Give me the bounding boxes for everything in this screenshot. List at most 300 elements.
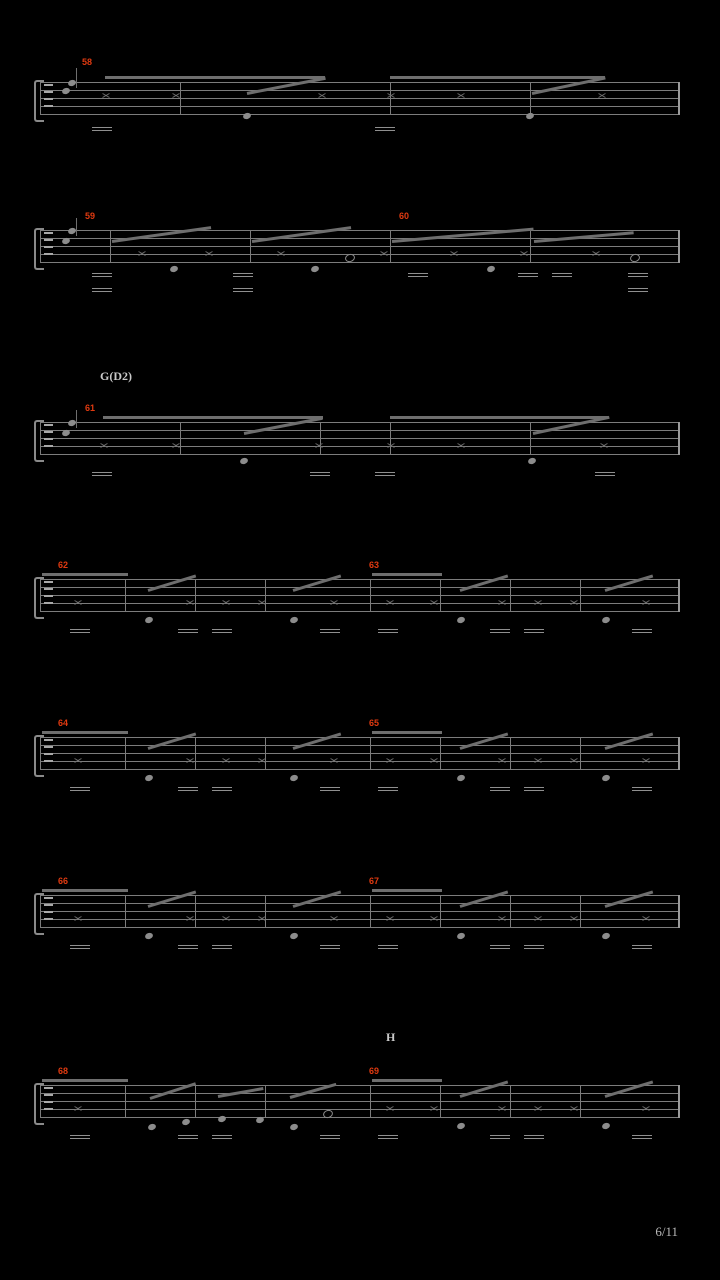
fret-dash bbox=[490, 1138, 510, 1139]
page-number: 6/11 bbox=[655, 1224, 678, 1239]
ghost-note bbox=[642, 599, 649, 606]
clef-marker bbox=[44, 739, 53, 767]
fret-dash bbox=[378, 945, 398, 946]
grace-stem bbox=[76, 68, 77, 88]
notehead bbox=[255, 1116, 264, 1124]
ghost-note bbox=[315, 442, 322, 449]
notehead bbox=[527, 457, 536, 465]
barline bbox=[678, 230, 680, 263]
fret-dash bbox=[178, 948, 198, 949]
ghost-note bbox=[570, 1105, 577, 1112]
ghost-note bbox=[258, 599, 265, 606]
fret-dash bbox=[490, 632, 510, 633]
fret-dash bbox=[178, 790, 198, 791]
staff-line bbox=[40, 262, 680, 263]
barline bbox=[678, 579, 680, 612]
staff-line bbox=[40, 745, 680, 746]
barline bbox=[195, 895, 196, 928]
staff bbox=[40, 895, 680, 927]
fret-dash bbox=[233, 288, 253, 289]
ghost-note bbox=[100, 442, 107, 449]
barline bbox=[195, 1085, 196, 1118]
fret-dash bbox=[92, 273, 112, 274]
barline bbox=[110, 230, 111, 263]
clef-marker bbox=[44, 84, 53, 112]
staff-line bbox=[40, 430, 680, 431]
barline bbox=[265, 895, 266, 928]
staff-line bbox=[40, 611, 680, 612]
ghost-note bbox=[592, 250, 599, 257]
ghost-note bbox=[330, 757, 337, 764]
barline bbox=[40, 579, 41, 612]
staff-line bbox=[40, 761, 680, 762]
barline bbox=[265, 737, 266, 770]
barline bbox=[125, 1085, 126, 1118]
ghost-note bbox=[74, 757, 81, 764]
ghost-note bbox=[534, 757, 541, 764]
notehead bbox=[525, 112, 534, 120]
fret-dash bbox=[378, 790, 398, 791]
ghost-note bbox=[186, 757, 193, 764]
barline bbox=[40, 737, 41, 770]
ghost-note bbox=[330, 915, 337, 922]
notehead bbox=[289, 1123, 298, 1131]
barline bbox=[580, 737, 581, 770]
notehead bbox=[217, 1115, 226, 1123]
barline bbox=[510, 895, 511, 928]
ghost-note bbox=[642, 915, 649, 922]
fret-dash bbox=[524, 632, 544, 633]
fret-dash bbox=[70, 632, 90, 633]
ghost-note bbox=[430, 757, 437, 764]
fret-dash bbox=[518, 276, 538, 277]
beam bbox=[42, 731, 128, 734]
grace-stem bbox=[76, 410, 77, 428]
fret-dash bbox=[524, 790, 544, 791]
ghost-note bbox=[74, 915, 81, 922]
staff-line bbox=[40, 595, 680, 596]
beam bbox=[372, 1079, 442, 1082]
fret-dash bbox=[310, 475, 330, 476]
fret-dash bbox=[212, 629, 232, 630]
fret-dash bbox=[632, 1138, 652, 1139]
ghost-note bbox=[318, 92, 325, 99]
notehead bbox=[601, 774, 610, 782]
staff-line bbox=[40, 438, 680, 439]
barline bbox=[440, 737, 441, 770]
section-label: H bbox=[386, 1030, 396, 1044]
staff bbox=[40, 82, 680, 114]
barline bbox=[180, 82, 181, 115]
staff-line bbox=[40, 114, 680, 115]
barline bbox=[40, 1085, 41, 1118]
fret-dash bbox=[378, 1135, 398, 1136]
fret-dash bbox=[632, 1135, 652, 1136]
fret-dash bbox=[628, 288, 648, 289]
barline bbox=[40, 230, 41, 263]
barline bbox=[370, 1085, 371, 1118]
staff-line bbox=[40, 1117, 680, 1118]
staff-line bbox=[40, 106, 680, 107]
fret-dash bbox=[310, 472, 330, 473]
barline bbox=[370, 737, 371, 770]
barline bbox=[510, 1085, 511, 1118]
staff-line bbox=[40, 737, 680, 738]
barline bbox=[320, 422, 321, 455]
fret-dash bbox=[524, 948, 544, 949]
staff-line bbox=[40, 98, 680, 99]
notehead bbox=[310, 265, 319, 273]
ghost-note bbox=[330, 599, 337, 606]
notehead bbox=[181, 1118, 190, 1126]
fret-dash bbox=[92, 291, 112, 292]
fret-dash bbox=[518, 273, 538, 274]
notehead bbox=[456, 932, 465, 940]
ghost-note bbox=[386, 757, 393, 764]
staff-line bbox=[40, 1101, 680, 1102]
notehead bbox=[147, 1123, 156, 1131]
fret-dash bbox=[490, 945, 510, 946]
staff-line bbox=[40, 1085, 680, 1086]
ghost-note bbox=[386, 1105, 393, 1112]
fret-dash bbox=[490, 1135, 510, 1136]
fret-dash bbox=[595, 472, 615, 473]
ghost-note bbox=[186, 599, 193, 606]
barline bbox=[440, 1085, 441, 1118]
barline bbox=[510, 579, 511, 612]
fret-dash bbox=[628, 273, 648, 274]
ghost-note bbox=[600, 442, 607, 449]
ghost-note bbox=[258, 757, 265, 764]
staff-line bbox=[40, 246, 680, 247]
ghost-note bbox=[387, 442, 394, 449]
ghost-note bbox=[598, 92, 605, 99]
barline bbox=[580, 895, 581, 928]
staff-line bbox=[40, 587, 680, 588]
ghost-note bbox=[570, 757, 577, 764]
measure-number: 62 bbox=[58, 560, 69, 570]
fret-dash bbox=[378, 629, 398, 630]
fret-dash bbox=[212, 787, 232, 788]
beam bbox=[42, 1079, 128, 1082]
measure-number: 67 bbox=[369, 876, 380, 886]
staff-line bbox=[40, 603, 680, 604]
barline bbox=[530, 422, 531, 455]
notehead bbox=[144, 932, 153, 940]
fret-dash bbox=[70, 787, 90, 788]
fret-dash bbox=[212, 632, 232, 633]
ghost-note bbox=[520, 250, 527, 257]
staff-line bbox=[40, 230, 680, 231]
ghost-note bbox=[277, 250, 284, 257]
barline bbox=[40, 895, 41, 928]
fret-dash bbox=[178, 1135, 198, 1136]
ghost-note bbox=[498, 599, 505, 606]
notehead bbox=[242, 112, 251, 120]
ghost-note bbox=[172, 442, 179, 449]
barline bbox=[678, 895, 680, 928]
barline bbox=[440, 579, 441, 612]
ghost-note bbox=[642, 757, 649, 764]
staff bbox=[40, 1085, 680, 1117]
measure-number: 68 bbox=[58, 1066, 69, 1076]
barline bbox=[580, 579, 581, 612]
ghost-note bbox=[205, 250, 212, 257]
notehead bbox=[169, 265, 178, 273]
ghost-note bbox=[74, 599, 81, 606]
fret-dash bbox=[632, 787, 652, 788]
barline bbox=[370, 579, 371, 612]
notehead bbox=[601, 932, 610, 940]
fret-dash bbox=[628, 276, 648, 277]
measure-number: 66 bbox=[58, 876, 69, 886]
fret-dash bbox=[178, 1138, 198, 1139]
ghost-note bbox=[102, 92, 109, 99]
notehead bbox=[144, 774, 153, 782]
barline bbox=[530, 230, 531, 263]
chord-label: G(D2) bbox=[100, 369, 132, 383]
fret-dash bbox=[320, 1138, 340, 1139]
barline bbox=[510, 737, 511, 770]
fret-dash bbox=[92, 472, 112, 473]
notehead bbox=[289, 932, 298, 940]
staff bbox=[40, 422, 680, 454]
measure-number: 63 bbox=[369, 560, 380, 570]
barline bbox=[265, 1085, 266, 1118]
ghost-note bbox=[498, 757, 505, 764]
ghost-note bbox=[430, 1105, 437, 1112]
fret-dash bbox=[70, 1135, 90, 1136]
ghost-note bbox=[138, 250, 145, 257]
fret-dash bbox=[70, 629, 90, 630]
fret-dash bbox=[375, 127, 395, 128]
barline bbox=[440, 895, 441, 928]
fret-dash bbox=[552, 276, 572, 277]
barline bbox=[678, 737, 680, 770]
fret-dash bbox=[212, 1138, 232, 1139]
clef-marker bbox=[44, 232, 53, 260]
fret-dash bbox=[408, 273, 428, 274]
barline bbox=[678, 422, 680, 455]
fret-dash bbox=[92, 130, 112, 131]
staff-line bbox=[40, 903, 680, 904]
barline bbox=[370, 895, 371, 928]
fret-dash bbox=[212, 1135, 232, 1136]
fret-dash bbox=[378, 948, 398, 949]
beam bbox=[372, 731, 442, 734]
barline bbox=[580, 1085, 581, 1118]
fret-dash bbox=[524, 629, 544, 630]
fret-dash bbox=[632, 629, 652, 630]
staff-line bbox=[40, 579, 680, 580]
fret-dash bbox=[378, 632, 398, 633]
beam bbox=[105, 76, 325, 79]
notehead bbox=[239, 457, 248, 465]
notehead bbox=[456, 1122, 465, 1130]
fret-dash bbox=[178, 632, 198, 633]
fret-dash bbox=[92, 475, 112, 476]
notehead bbox=[289, 616, 298, 624]
clef-marker bbox=[44, 424, 53, 452]
ghost-note bbox=[222, 599, 229, 606]
fret-dash bbox=[320, 629, 340, 630]
barline bbox=[40, 82, 41, 115]
beam bbox=[103, 416, 323, 419]
staff-line bbox=[40, 895, 680, 896]
fret-dash bbox=[490, 629, 510, 630]
fret-dash bbox=[320, 632, 340, 633]
ghost-note bbox=[172, 92, 179, 99]
fret-dash bbox=[70, 1138, 90, 1139]
barline bbox=[125, 737, 126, 770]
fret-dash bbox=[212, 790, 232, 791]
fret-dash bbox=[375, 475, 395, 476]
fret-dash bbox=[375, 130, 395, 131]
grace-stem bbox=[76, 218, 77, 236]
fret-dash bbox=[524, 1138, 544, 1139]
barline bbox=[390, 422, 391, 455]
ghost-note bbox=[386, 915, 393, 922]
fret-dash bbox=[524, 787, 544, 788]
ghost-note bbox=[534, 915, 541, 922]
barline bbox=[180, 422, 181, 455]
fret-dash bbox=[320, 1135, 340, 1136]
measure-number: 58 bbox=[82, 57, 93, 67]
barline bbox=[390, 230, 391, 263]
staff-line bbox=[40, 454, 680, 455]
clef-marker bbox=[44, 897, 53, 925]
clef-marker bbox=[44, 581, 53, 609]
notehead bbox=[601, 1122, 610, 1130]
staff-line bbox=[40, 1093, 680, 1094]
ghost-note bbox=[534, 599, 541, 606]
fret-dash bbox=[212, 948, 232, 949]
fret-dash bbox=[178, 945, 198, 946]
barline bbox=[195, 737, 196, 770]
measure-number: 69 bbox=[369, 1066, 380, 1076]
barline bbox=[125, 579, 126, 612]
barline bbox=[265, 579, 266, 612]
fret-dash bbox=[320, 945, 340, 946]
barline bbox=[530, 82, 531, 115]
fret-dash bbox=[378, 787, 398, 788]
ghost-note bbox=[430, 599, 437, 606]
fret-dash bbox=[178, 787, 198, 788]
beam bbox=[390, 76, 605, 79]
fret-dash bbox=[92, 288, 112, 289]
fret-dash bbox=[632, 945, 652, 946]
measure-number: 60 bbox=[399, 211, 410, 221]
staff bbox=[40, 579, 680, 611]
barline bbox=[40, 422, 41, 455]
ghost-note bbox=[430, 915, 437, 922]
beam bbox=[42, 889, 128, 892]
ghost-note bbox=[222, 757, 229, 764]
barline bbox=[125, 895, 126, 928]
ghost-note bbox=[380, 250, 387, 257]
staff-line bbox=[40, 753, 680, 754]
staff-line bbox=[40, 769, 680, 770]
ghost-note bbox=[186, 915, 193, 922]
staff-line bbox=[40, 446, 680, 447]
ghost-note bbox=[642, 1105, 649, 1112]
fret-dash bbox=[92, 127, 112, 128]
fret-dash bbox=[552, 273, 572, 274]
ghost-note bbox=[534, 1105, 541, 1112]
fret-dash bbox=[632, 790, 652, 791]
notehead bbox=[486, 265, 495, 273]
ghost-note bbox=[222, 915, 229, 922]
fret-dash bbox=[490, 790, 510, 791]
staff bbox=[40, 737, 680, 769]
measure-number: 59 bbox=[85, 211, 96, 221]
ghost-note bbox=[74, 1105, 81, 1112]
fret-dash bbox=[632, 632, 652, 633]
notehead bbox=[456, 616, 465, 624]
measure-number: 65 bbox=[369, 718, 380, 728]
notehead bbox=[144, 616, 153, 624]
beam bbox=[390, 416, 608, 419]
barline bbox=[678, 82, 680, 115]
beam bbox=[372, 573, 442, 576]
fret-dash bbox=[524, 1135, 544, 1136]
beam bbox=[372, 889, 442, 892]
barline bbox=[250, 230, 251, 263]
fret-dash bbox=[212, 945, 232, 946]
fret-dash bbox=[632, 948, 652, 949]
fret-dash bbox=[70, 790, 90, 791]
measure-number: 61 bbox=[85, 403, 96, 413]
fret-dash bbox=[320, 787, 340, 788]
ghost-note bbox=[450, 250, 457, 257]
ghost-note bbox=[387, 92, 394, 99]
staff-line bbox=[40, 90, 680, 91]
ghost-note bbox=[386, 599, 393, 606]
fret-dash bbox=[178, 629, 198, 630]
staff-line bbox=[40, 927, 680, 928]
notehead bbox=[601, 616, 610, 624]
ghost-note bbox=[457, 442, 464, 449]
clef-marker bbox=[44, 1087, 53, 1115]
fret-dash bbox=[320, 790, 340, 791]
fret-dash bbox=[408, 276, 428, 277]
fret-dash bbox=[233, 276, 253, 277]
staff-line bbox=[40, 911, 680, 912]
fret-dash bbox=[233, 291, 253, 292]
staff-line bbox=[40, 254, 680, 255]
notehead bbox=[456, 774, 465, 782]
fret-dash bbox=[92, 276, 112, 277]
fret-dash bbox=[375, 472, 395, 473]
ghost-note bbox=[498, 915, 505, 922]
staff-line bbox=[40, 919, 680, 920]
fret-dash bbox=[378, 1138, 398, 1139]
ghost-note bbox=[498, 1105, 505, 1112]
fret-dash bbox=[628, 291, 648, 292]
barline bbox=[195, 579, 196, 612]
ghost-note bbox=[570, 915, 577, 922]
fret-dash bbox=[595, 475, 615, 476]
fret-dash bbox=[490, 787, 510, 788]
fret-dash bbox=[70, 945, 90, 946]
fret-dash bbox=[320, 948, 340, 949]
notehead bbox=[289, 774, 298, 782]
fret-dash bbox=[70, 948, 90, 949]
fret-dash bbox=[233, 273, 253, 274]
fret-dash bbox=[490, 948, 510, 949]
beam bbox=[42, 573, 128, 576]
ghost-note bbox=[570, 599, 577, 606]
